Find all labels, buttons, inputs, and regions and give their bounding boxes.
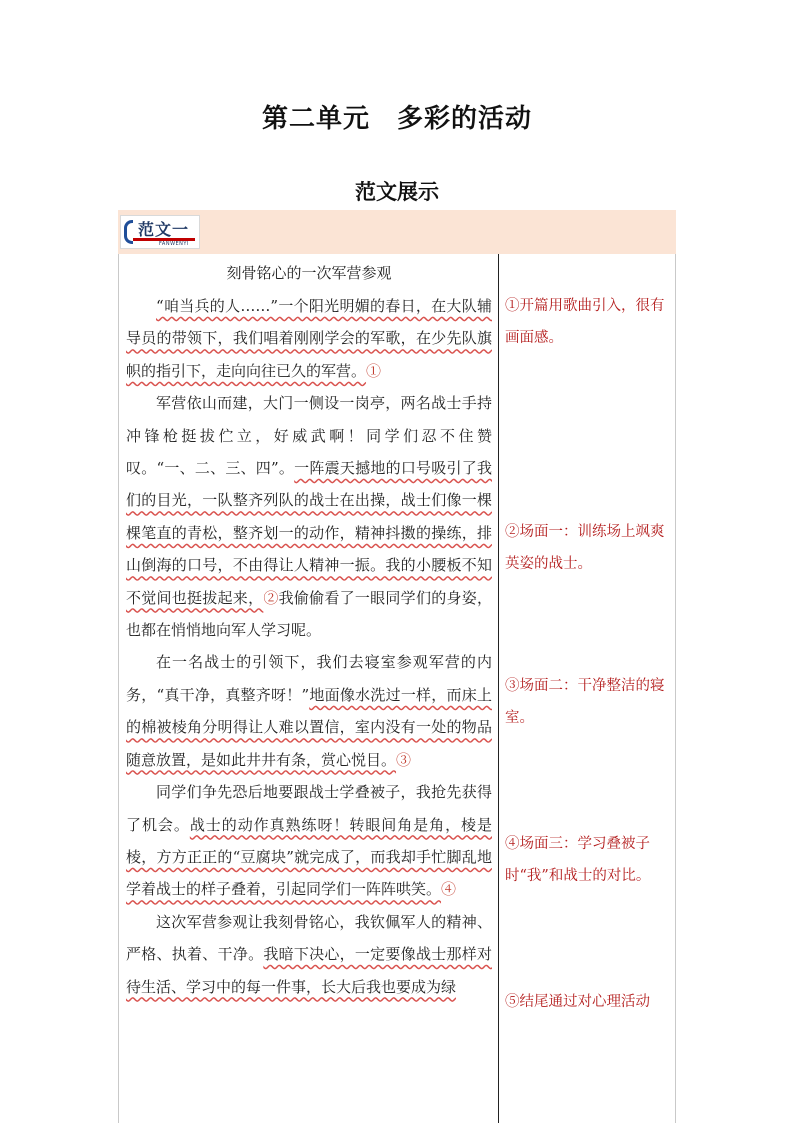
margin-comment-3: ③场面二：干净整洁的寝室。 — [505, 678, 665, 726]
margin-comments — [505, 290, 671, 1030]
sample-badge — [120, 215, 200, 249]
essay-text: 我暗下决心，一定要像战士那样对待生活、学习中的每一件事，长大后我也要成为绿 — [126, 945, 492, 996]
annotation-marker-2: ② — [263, 588, 279, 607]
essay-paragraph-3 — [126, 646, 492, 776]
badge-label: 范文一 — [138, 220, 190, 239]
essay-text: 地面像水洗过一样，而床上的棉被棱角分明得让人难以置信，室内没有一处的物品随意放置，是如此井井有条，赏心悦目。 — [126, 685, 492, 769]
essay-text: 战士的动作真熟练呀！转眼间角是角，棱是棱，方方正正的“豆腐块”就完成了，而我却手忙脚乱地学着战士的样子叠着，引起同学们一阵阵哄笑。 — [126, 815, 492, 899]
badge-sublabel: FANWENYI — [159, 241, 189, 247]
essay-text: 军营依山而建，大门一侧设一岗亭，两名战士手持冲锋枪挺拔伫立，好威武啊！同学们忍不住赞叹。“一、二、三、四”。 — [126, 394, 492, 478]
margin-comment-1: ①开篇用歌曲引入，很有画面感。 — [505, 298, 665, 346]
annotation-marker-3: ③ — [396, 750, 412, 769]
unit-title: 第二单元 多彩的活动 — [261, 104, 532, 134]
margin-comment-2: ②场面一：训练场上飒爽英姿的战士。 — [505, 524, 665, 572]
essay-text: 在一名战士的引领下，我们去寝室参观军营的内务，“真干净，真整齐呀！” — [126, 653, 492, 704]
column-divider — [498, 254, 499, 1123]
sample-header-band — [118, 210, 676, 254]
essay-paragraph-5 — [126, 906, 492, 1003]
annotation-marker-1: ① — [366, 361, 382, 380]
essay-paragraph-2 — [126, 387, 492, 646]
essay-text: 我偷偷看了一眼同学们的身姿，也都在悄悄地向军人学习呢。 — [126, 588, 492, 640]
essay-body — [126, 290, 492, 1003]
section-title: 范文展示 — [355, 180, 439, 204]
essay-text: 这次军营参观让我刻骨铭心，我钦佩军人的精神、严格、执着、干净。 — [126, 912, 492, 964]
essay-title: 刻骨铭心的一次军营参观 — [226, 264, 392, 282]
bracket-icon — [124, 220, 133, 244]
essay-paragraph-1 — [126, 290, 492, 387]
annotation-marker-4: ④ — [441, 880, 457, 899]
essay-text: 同学们争先恐后地要跟战士学叠被子，我抢先获得了机会。 — [126, 783, 492, 834]
essay-text: “咱当兵的人……”一个阳光明媚的春日，在大队辅导员的带领下，我们唱着刚刚学会的军歌，在少先队旗帜的指引下，走向向往已久的军营。 — [126, 297, 492, 380]
margin-comment-4: ④场面三：学习叠被子时“我”和战士的对比。 — [505, 836, 651, 884]
essay-paragraph-4 — [126, 776, 492, 906]
essay-text: 一阵震天撼地的口号吸引了我们的目光，一队整齐列队的战士在出操，战士们像一棵棵笔直的青松，整齐划一的动作，精神抖擞的操练，排山倒海的口号，不由得让人精神一振。我的小腰板不知不觉间也挺拔起来， — [126, 459, 492, 607]
margin-comment-5: ⑤结尾通过对心理活动 — [505, 994, 650, 1010]
